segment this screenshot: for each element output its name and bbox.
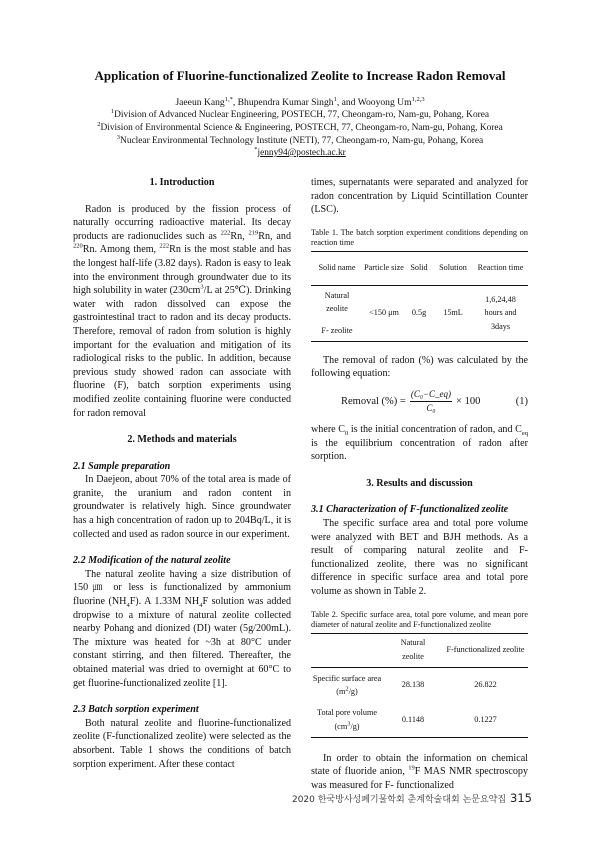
affiliation (0, 133, 600, 146)
equation-1 (341, 381, 528, 423)
email-address[interactable]: jenny94@postech.ac.kr (257, 148, 346, 158)
section-heading: 1. Introduction (149, 177, 215, 188)
affiliation (0, 120, 600, 133)
subsection-heading: 2.2 Modification of the natural zeolite (73, 555, 231, 567)
table-cell: 0.1148 (401, 714, 425, 724)
author-list (0, 97, 600, 108)
subsection-heading: 2.3 Batch sorption experiment (73, 704, 199, 716)
page-footer (292, 791, 532, 805)
affil-text: Division of Advanced Nuclear Engineering, POSTECH, 77, Cheongam-ro, Nam-gu, Pohang, Korea (114, 110, 490, 120)
table-header: Solid (410, 263, 428, 273)
section-heading: 2. Methods and materials (127, 434, 237, 446)
table-cell: 28.138 (401, 680, 425, 690)
affil-text: Division of Environmental Science & Engineering, POSTECH, 77, Cheongam-ro, Nam-gu, Pohang, Korea (100, 123, 503, 133)
author-name: Jaeeun Kang (175, 97, 225, 108)
email (0, 145, 600, 158)
paragraph: The specific surface area and total pore volume were analyzed with BET and BJH methods. As a result of comparing natural zeolite and F-functionalized zeolite, there was no significant difference in specific surface area and total pore volume as shown in Table 2. (311, 517, 528, 597)
table-header: Reaction time (477, 263, 524, 273)
affiliation (0, 107, 600, 120)
page-number: 315 (510, 791, 532, 805)
paper-title: Application of Fluorine-functionalized Zeolite to Increase Radon Removal (94, 68, 506, 83)
footer-text: 2020 한국방사성폐기물학회 춘계학술대회 논문요약집 (291, 795, 507, 805)
paragraph: where $C_0$ is the initial concentration of radon, and $C_{eq}$ is the equilibrium concentration of radon after sorption. (311, 423, 528, 463)
author-affil-mark: 1,2,3 (411, 95, 425, 103)
table-header: Particle size (364, 263, 404, 273)
paragraph: Both natural zeolite and fluorine-functionalized zeolite (F-functionalized zeolite) were selected as the absorbent. Table 1 shows the conditions of batch sorption experiment. After these contact (73, 717, 291, 770)
left-column (73, 176, 291, 771)
equation-fraction: $\frac{\text{(C₀−C\_eq)}}{\text{C₀}}$ (410, 388, 452, 414)
paragraph: The natural zeolite having a size distribution of 150㎛ or less is functionalized by ammonium fluorine $(NH_4F)$. A 1.33M $NH_4F$ solution was added dropwise to a mixture of natural zeolite collected nearby Pohang and dionized (DI) water (5g/200mL). The mixture was heated for ~3h at 80°C under constant stirring, and then filtered. Thereafter, the obtained material was dried to overnight at 60°C to get fluorine-functionalized zeolite [1]. (73, 568, 292, 689)
table-cell: 0.5g (411, 308, 427, 318)
table-cell: 1,6,24,48 hours and 3days (484, 294, 517, 332)
table-2 (311, 633, 528, 738)
author-affil-mark: 1 (333, 95, 337, 103)
equation-number: (1) (515, 396, 528, 408)
affil-mark: 2 (97, 120, 101, 128)
table-row-label: Total pore volume $(cm^3/g)$ (317, 708, 377, 731)
table-cell: 26.822 (474, 680, 497, 690)
affil-mark: 3 (116, 133, 121, 141)
subsection-heading: 2.1 Sample preparation (73, 460, 171, 472)
table-header: Solution (439, 263, 467, 273)
table-cell: 0.1227 (474, 714, 497, 724)
affil-mark: * (254, 145, 258, 153)
subsection-heading: 3.1 Characterization of F-functionalized zeolite (311, 504, 509, 516)
equation-lhs: Removal (%) = (341, 396, 406, 408)
author-name: , Bhupendra Kumar Singh (232, 97, 334, 108)
table-header: F-functionalized zeolite (446, 645, 525, 655)
paragraph: times, supernatants were separated and analyzed for radon concentration by Liquid Scintillation Counter (LSC). (311, 177, 528, 216)
affil-mark: 1 (110, 107, 115, 115)
paragraph: In Daejeon, about 70% of the total area is made of granite, the uranium and radon content in groundwater is relatively high. Since groundwater has a high concentration of radon up to 204Bq/L, it is collected and used as radon source in our experiment. (73, 474, 291, 540)
author-affil-mark: 1,* (224, 95, 233, 103)
table-cell: Natural zeolite F- zeolite (321, 290, 353, 336)
table-header: Solid name (318, 263, 356, 273)
paragraph: In order to obtain the information on chemical state of fluoride anion, $^{19}$F MAS NMR spectroscopy was measured for F- functionalized (311, 752, 528, 791)
table-1 (311, 251, 528, 342)
table-caption: Table 2. Specific surface area, total pore volume, and mean pore diameter of natural zeolite and F-functionalized zeolite (311, 609, 528, 629)
right-column (311, 176, 528, 792)
table-header: Natural zeolite (400, 638, 426, 661)
section-heading: 3. Results and discussion (366, 477, 473, 489)
paragraph: The removal of radon (%) was calculated by the following equation: (311, 354, 528, 380)
intro-paragraph: Radon is produced by the fission process of naturally occurring radioactive material. Its decay products are radionuclides such as $^{222}$Rn, $^{219}$Rn, and $^{220}$Rn. Among them, $^{222}$Rn is the most stable and has the longest half-life (3.82 days). Radon is easy to leak into the environment through groundwater due to its high solubility in water ($230cm^3/L$ at 25℃). Drinking water with radon dissolved can expose the gastrointestinal tract to radon and its decay products. Therefore, removal of radon from solution is highly important for the evaluation and mitigation of its radiological risks to the public. In addition, because previous study showed radon can associate with fluorine (F), batch sorption experiments using modified zeolite containing fluorine were conducted for radon removal (73, 203, 292, 419)
table-row-label: Specific surface area $(m^2/g)$ (312, 673, 382, 697)
table-caption: Table 1. The batch sorption experiment conditions depending on reaction time (311, 227, 528, 248)
table-cell: <150 μm (369, 308, 399, 318)
author-name: , and Wooyong Um (336, 97, 412, 108)
affil-text: Nuclear Environmental Technology Institute (NETI), 77, Cheongam-ro, Nam-gu, Pohang, Korea (120, 136, 484, 146)
table-cell: 15mL (443, 308, 463, 318)
equation-rhs: × 100 (456, 396, 481, 408)
